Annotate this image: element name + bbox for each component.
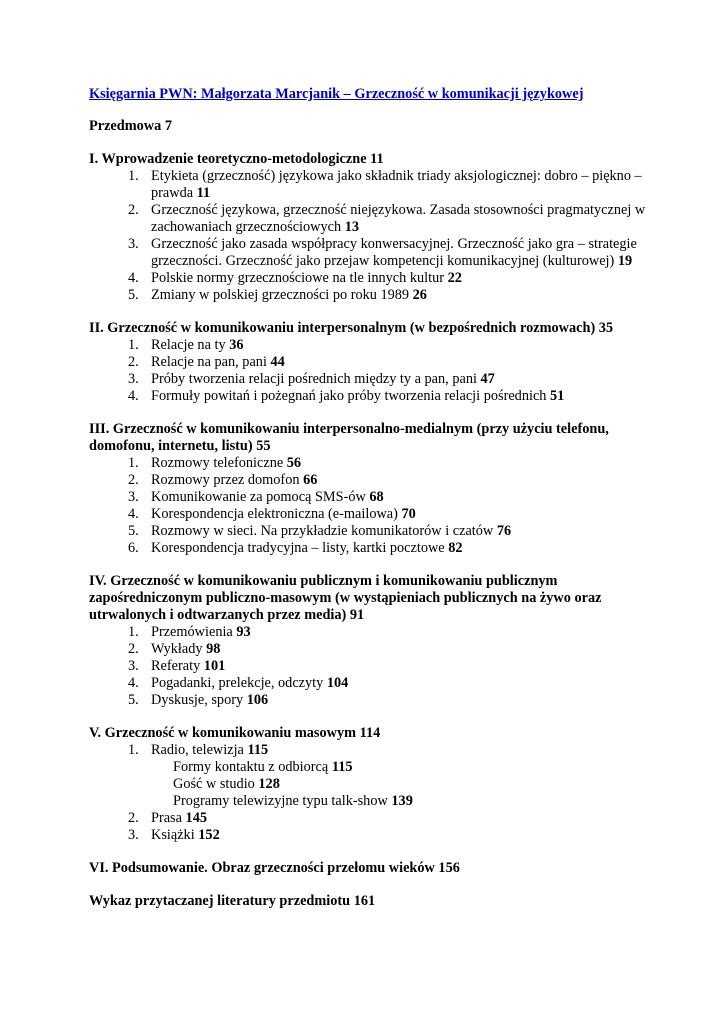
entry-page-number: 76 (496, 523, 512, 539)
toc-entry (89, 810, 649, 827)
entry-text: Formuły powitań i pożegnań jako próby tworzenia relacji pośrednich (151, 388, 547, 404)
entry-page-number: 82 (448, 540, 463, 556)
entry-number: 1. (128, 624, 139, 640)
entry-number: 4. (128, 388, 139, 404)
toc-entry (89, 371, 649, 388)
toc-section (89, 725, 649, 844)
toc-entry (89, 624, 649, 641)
entry-number: 2. (128, 202, 139, 218)
toc-entry (89, 489, 649, 506)
entry-number: 3. (128, 827, 139, 843)
toc-entry (89, 388, 649, 405)
section-item-list (89, 455, 649, 557)
entry-number: 2. (128, 354, 139, 370)
section-heading: III. Grzeczność w komunikowaniu interpersonalno-medialnym (przy użyciu telefonu, domofonu, internetu, listu) 55 (89, 421, 609, 454)
entry-number: 2. (128, 810, 139, 826)
entry-page-number: 22 (447, 270, 462, 286)
toc-section (89, 151, 649, 304)
toc-entry (89, 675, 649, 692)
entry-text: Korespondencja elektroniczna (e-mailowa) (151, 506, 398, 522)
toc-entry (89, 523, 649, 540)
entry-text: Rozmowy telefoniczne (151, 455, 284, 471)
entry-number: 1. (128, 455, 139, 471)
entry-page-number: 19 (617, 253, 633, 269)
subentry-text: Programy telewizyjne typu talk-show (173, 793, 388, 809)
entry-text: Relacje na ty (151, 337, 226, 353)
summary-heading: VI. Podsumowanie. Obraz grzeczności przełomu wieków 156 (89, 860, 460, 876)
preface-heading: Przedmowa 7 (89, 118, 172, 134)
toc-section (89, 573, 649, 709)
toc-entry (89, 202, 649, 236)
section-heading: I. Wprowadzenie teoretyczno-metodologiczne 11 (89, 151, 384, 167)
entry-page-number: 152 (198, 827, 220, 843)
entry-text: Komunikowanie za pomocą SMS-ów (151, 489, 366, 505)
section-item-list (89, 168, 649, 304)
entry-number: 3. (128, 658, 139, 674)
entry-page-number: 47 (480, 371, 495, 387)
toc-entry (89, 506, 649, 523)
entry-number: 4. (128, 506, 139, 522)
entry-text: Korespondencja tradycyjna – listy, kartki pocztowe (151, 540, 445, 556)
entry-page-number: 36 (229, 337, 244, 353)
title-link[interactable]: Księgarnia PWN: Małgorzata Marcjanik – Grzeczność w komunikacji językowej (89, 86, 584, 102)
entry-number: 1. (128, 168, 139, 184)
entry-number: 6. (128, 540, 139, 556)
toc-entry (89, 641, 649, 658)
toc-entry (89, 827, 649, 844)
entry-text: Rozmowy przez domofon (151, 472, 300, 488)
entry-text: Przemówienia (151, 624, 233, 640)
entry-text: Referaty (151, 658, 201, 674)
entry-page-number: 145 (185, 810, 207, 826)
entry-page-number: 101 (203, 658, 226, 674)
toc-entry (89, 742, 649, 759)
subentry-text: Gość w studio (173, 776, 255, 792)
entry-page-number: 106 (246, 692, 269, 708)
entry-page-number: 68 (369, 489, 384, 505)
section-item-list (89, 337, 649, 405)
toc-entry (89, 472, 649, 489)
entry-page-number: 98 (206, 641, 221, 657)
toc-entry (89, 354, 649, 371)
entry-page-number: 66 (303, 472, 318, 488)
entry-page-number: 13 (344, 219, 359, 235)
subentry-text: Formy kontaktu z odbiorcą (173, 759, 329, 775)
entry-page-number: 115 (247, 742, 269, 758)
entry-number: 1. (128, 742, 139, 758)
entry-text: Polskie normy grzecznościowe na tle innych kultur (151, 270, 445, 286)
entry-text: Zmiany w polskiej grzeczności po roku 1989 (151, 287, 410, 303)
entry-text: Grzeczność jako zasada współpracy konwersacyjnej. Grzeczność jako gra – strategie grzeczności. Grzeczność jako przejaw kompetencji komunikacyjnej (kulturowej) (151, 236, 637, 269)
toc-entry (89, 692, 649, 709)
entry-number: 2. (128, 472, 139, 488)
toc-entry (89, 658, 649, 675)
entry-text: Radio, telewizja (151, 742, 244, 758)
toc-section (89, 421, 649, 557)
entry-text: Wykłady (151, 641, 203, 657)
toc-entry (89, 236, 649, 270)
toc-section (89, 320, 649, 405)
entry-text: Etykieta (grzeczność) językowa jako składnik triady aksjologicznej: dobro – piękno – prawda (151, 168, 642, 201)
bibliography-heading: Wykaz przytaczanej literatury przedmiotu 161 (89, 893, 376, 909)
entry-text: Rozmowy w sieci. Na przykładzie komunikatorów i czatów (151, 523, 494, 539)
section-item-list (89, 624, 649, 709)
entry-text: Prasa (151, 810, 182, 826)
subentry-page-number: 139 (391, 793, 413, 809)
section-heading: II. Grzeczność w komunikowaniu interpersonalnym (w bezpośrednich rozmowach) 35 (89, 320, 614, 336)
entry-number: 4. (128, 270, 139, 286)
toc-entry (89, 168, 649, 202)
entry-text: Książki (151, 827, 195, 843)
toc-entry (89, 270, 649, 287)
entry-text: Dyskusje, spory (151, 692, 244, 708)
entry-page-number: 56 (286, 455, 302, 471)
entry-page-number: 11 (196, 185, 211, 201)
entry-number: 4. (128, 675, 139, 691)
entry-number: 3. (128, 236, 139, 252)
toc-content (89, 86, 649, 926)
toc-entry (89, 455, 649, 472)
subentry-page-number: 128 (258, 776, 280, 792)
entry-number: 5. (128, 692, 139, 708)
entry-text: Relacje na pan, pani (151, 354, 267, 370)
entry-page-number: 93 (236, 624, 251, 640)
entry-page-number: 70 (401, 506, 416, 522)
entry-text: Próby tworzenia relacji pośrednich między ty a pan, pani (151, 371, 477, 387)
entry-page-number: 26 (412, 287, 427, 303)
entry-number: 1. (128, 337, 139, 353)
toc-subentry (89, 776, 649, 793)
entry-page-number: 51 (550, 388, 565, 404)
sections-container (89, 151, 649, 844)
entry-number: 3. (128, 371, 139, 387)
entry-number: 5. (128, 523, 139, 539)
toc-entry (89, 337, 649, 354)
toc-subentry (89, 793, 649, 810)
entry-text: Pogadanki, prelekcje, odczyty (151, 675, 324, 691)
section-heading: IV. Grzeczność w komunikowaniu publicznym i komunikowaniu publicznym zapośredniczonym publiczno-masowym (w wystąpieniach publicznych na żywo oraz utrwalonych i odtwarzanych przez media) 91 (89, 573, 602, 623)
toc-entry (89, 287, 649, 304)
toc-entry (89, 540, 649, 557)
subentry-page-number: 115 (331, 759, 353, 775)
entry-text: Grzeczność językowa, grzeczność niejęzykowa. Zasada stosowności pragmatycznej w zachowaniach grzecznościowych (151, 202, 646, 235)
entry-page-number: 44 (270, 354, 285, 370)
entry-number: 5. (128, 287, 139, 303)
section-heading: V. Grzeczność w komunikowaniu masowym 114 (89, 725, 381, 741)
section-item-list (89, 742, 649, 844)
toc-subentry (89, 759, 649, 776)
entry-page-number: 104 (326, 675, 349, 691)
entry-number: 2. (128, 641, 139, 657)
entry-number: 3. (128, 489, 139, 505)
